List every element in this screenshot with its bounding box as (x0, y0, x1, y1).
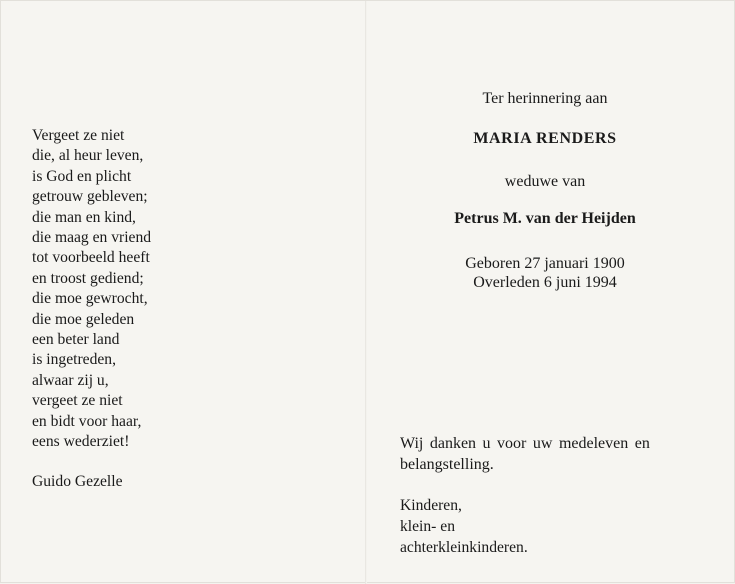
poem-line: die maag en vriend (32, 229, 152, 247)
poem-line: die moe gewrocht, (32, 290, 148, 308)
poem-line: is God en plicht (32, 167, 132, 185)
poem-line: die moe geleden (32, 310, 135, 328)
poem-line: die man en kind, (32, 208, 136, 226)
family-line: achterkleinkinderen. (400, 539, 528, 556)
remembrance-intro: Ter herinnering aan (482, 90, 608, 107)
card-fold-line (365, 1, 367, 584)
poem-line: en troost gediend; (32, 269, 144, 287)
widow-of-label: weduwe van (504, 173, 586, 190)
thanks-line: Wij danken u voor uw medeleven en (400, 435, 650, 452)
death-date: Overleden 6 juni 1994 (473, 274, 617, 291)
birth-date: Geboren 27 januari 1900 (465, 255, 625, 272)
poem-line: een beter land (32, 331, 120, 349)
poem-author: Guido Gezelle (32, 473, 123, 490)
poem (32, 126, 151, 453)
thanks-message (400, 433, 700, 475)
family-line: Kinderen, (400, 497, 462, 514)
poem-line: en bidt voor haar, (32, 412, 142, 430)
family-line: klein- en (400, 518, 455, 535)
spouse-name: Petrus M. van der Heijden (454, 210, 636, 227)
poem-line: vergeet ze niet (32, 392, 123, 410)
family-signature (400, 495, 528, 558)
thanks-line: belangstelling. (400, 456, 494, 473)
poem-line: die, al heur leven, (32, 147, 144, 165)
poem-line: Vergeet ze niet (32, 127, 125, 144)
deceased-name: MARIA RENDERS (473, 130, 617, 147)
poem-line: eens wederziet! (32, 433, 130, 451)
poem-line: tot voorbeeld heeft (32, 249, 150, 267)
poem-line: is ingetreden, (32, 351, 117, 369)
poem-line: getrouw gebleven; (32, 188, 148, 206)
poem-line: alwaar zij u, (32, 371, 109, 389)
